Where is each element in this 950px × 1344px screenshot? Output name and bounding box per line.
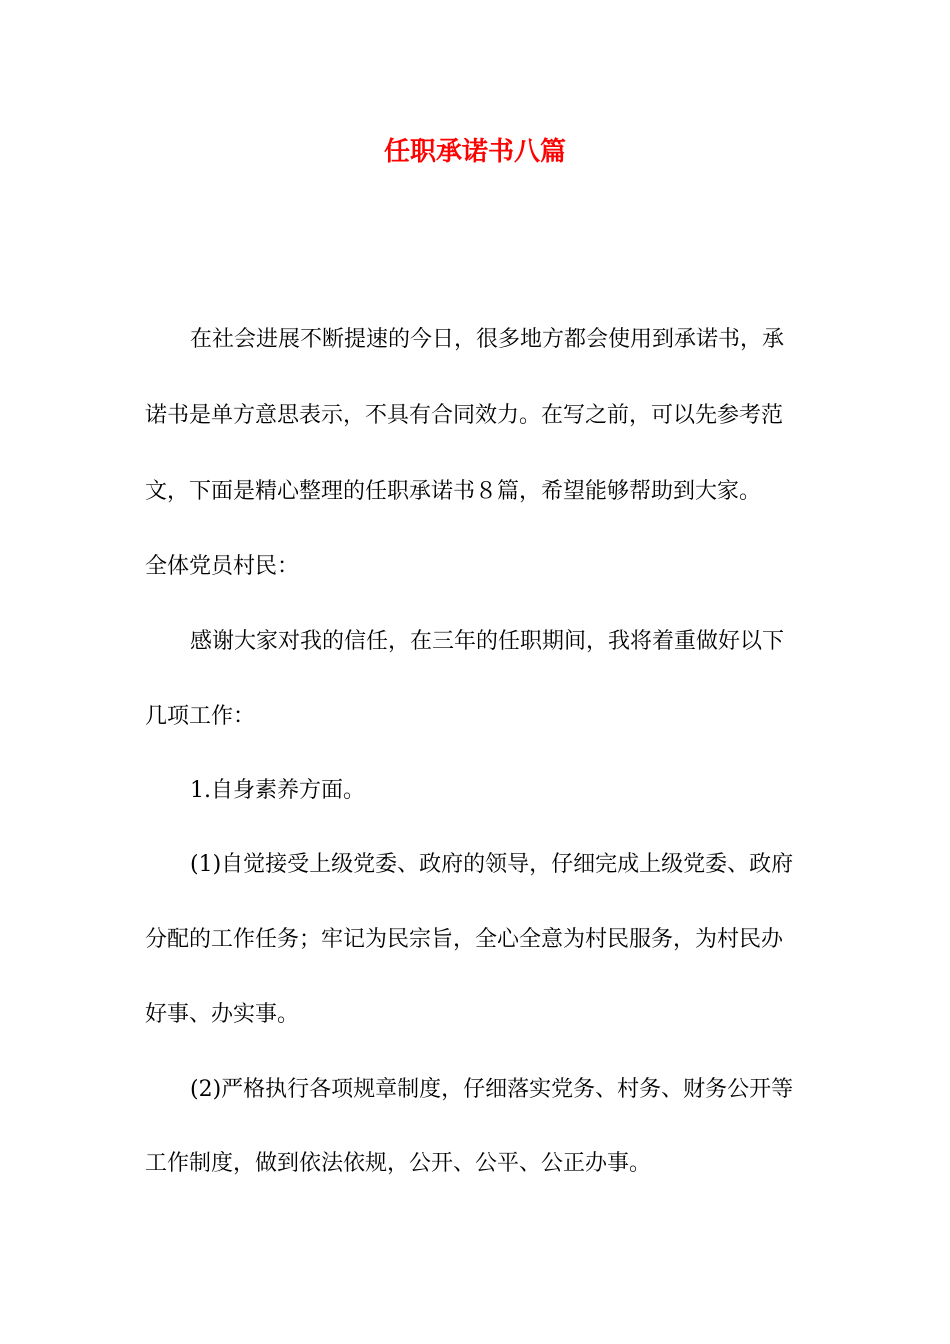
- document-title: 任职承诺书八篇: [383, 137, 566, 167]
- salutation-line: 全体党员村民：: [145, 554, 300, 579]
- paragraph-line: 文，下面是精心整理的任职承诺书８篇，希望能够帮助到大家。: [145, 479, 762, 504]
- paragraph-line: 诺书是单方意思表示，不具有合同效力。在写之前，可以先参考范: [145, 403, 784, 428]
- paragraph-line: (1)自觉接受上级党委、政府的领导，仔细完成上级党委、政府: [190, 852, 794, 877]
- paragraph-line: 分配的工作任务；牢记为民宗旨，全心全意为村民服务，为村民办: [145, 927, 784, 952]
- paragraph-line: (2)严格执行各项规章制度，仔细落实党务、村务、财务公开等: [190, 1077, 794, 1102]
- paragraph-line: 几项工作：: [145, 704, 256, 729]
- paragraph-line: 工作制度，做到依法依规，公开、公平、公正办事。: [145, 1151, 652, 1176]
- paragraph-line: 好事、办实事。: [145, 1002, 300, 1027]
- paragraph-line: 在社会进展不断提速的今日，很多地方都会使用到承诺书，承: [190, 327, 785, 352]
- paragraph-line: 感谢大家对我的信任，在三年的任职期间，我将着重做好以下: [190, 629, 785, 654]
- section-heading: 1.自身素养方面。: [190, 778, 365, 803]
